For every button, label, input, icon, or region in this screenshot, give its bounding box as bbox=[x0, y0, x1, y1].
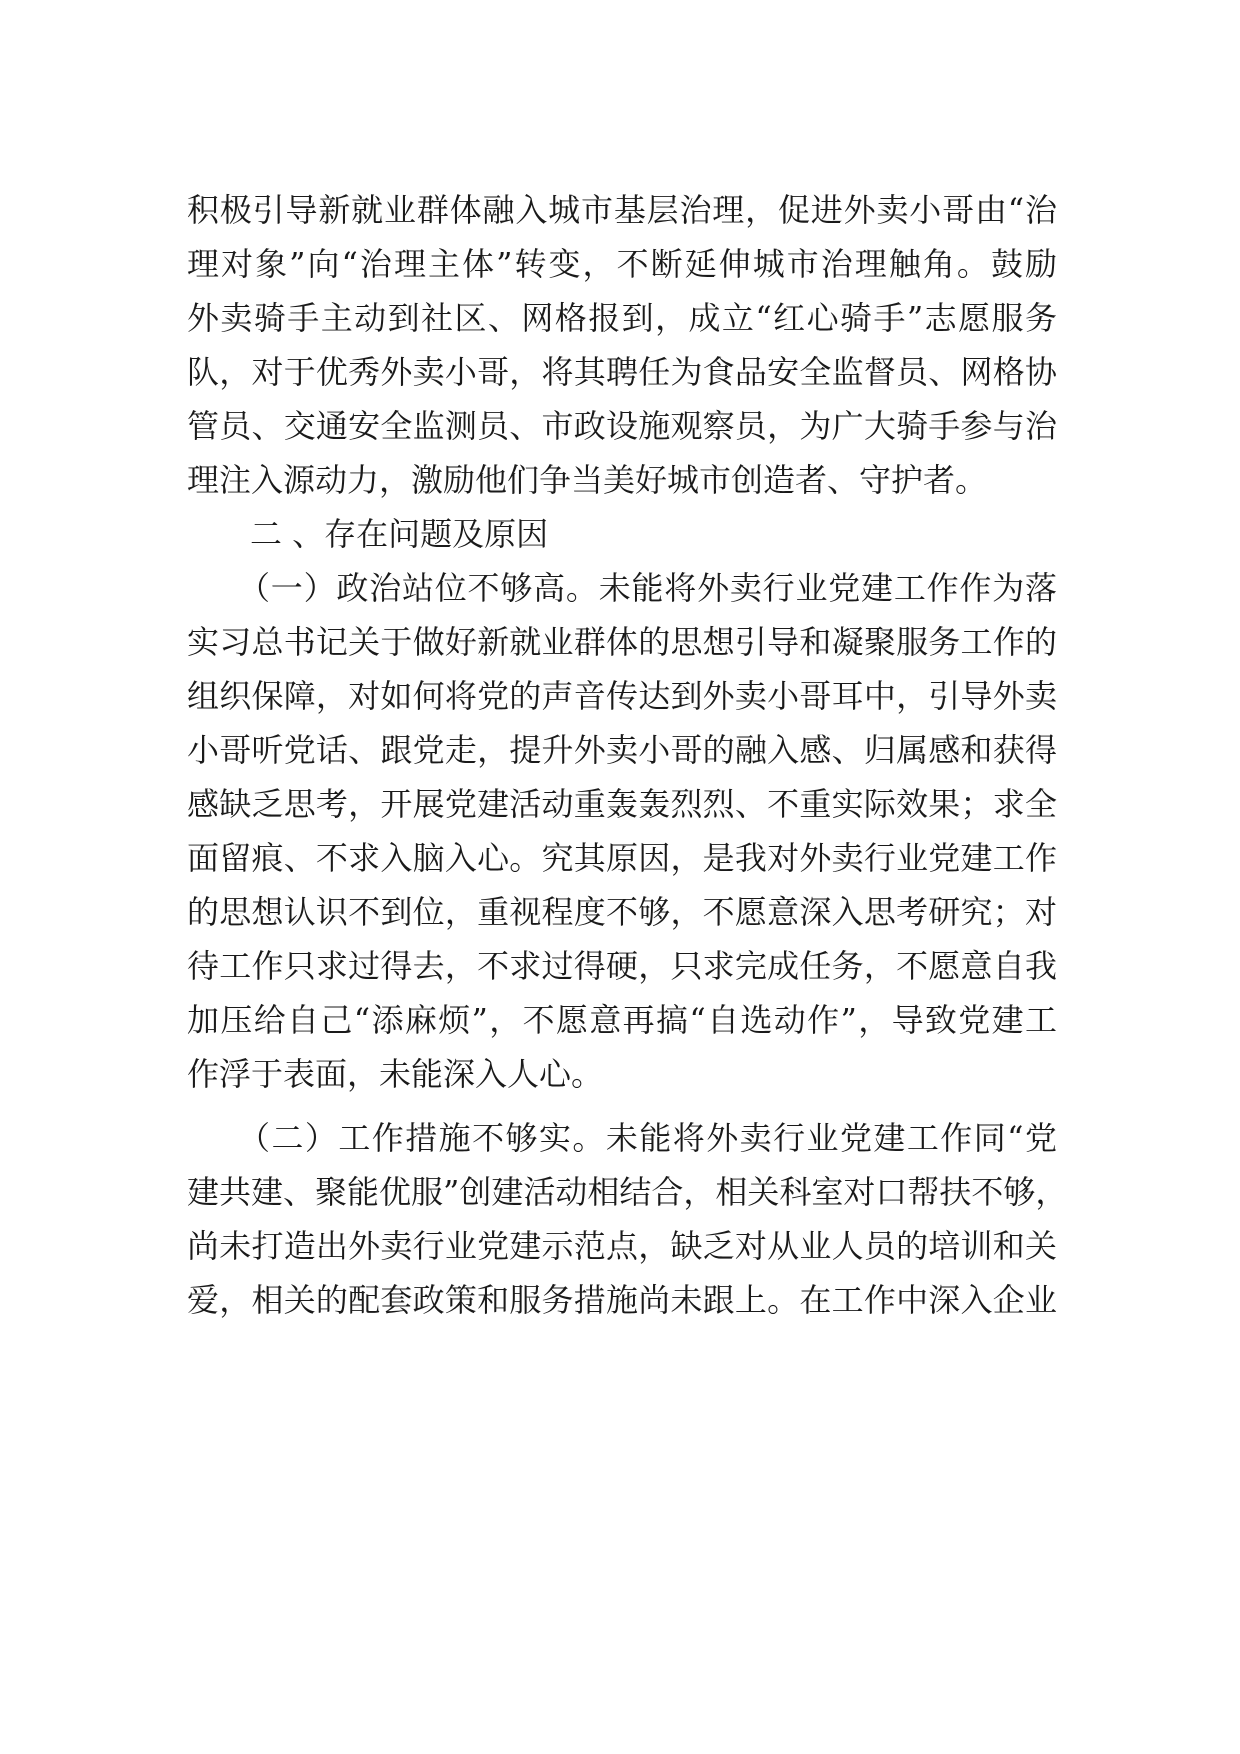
body-text-line: 理对象”向“治理主体”转变，不断延伸城市治理触角。鼓励 bbox=[187, 245, 1057, 283]
body-text-line: 实习总书记关于做好新就业群体的思想引导和凝聚服务工作的 bbox=[187, 623, 1057, 661]
body-text-line: 加压给自己“添麻烦”，不愿意再搞“自选动作”，导致党建工 bbox=[187, 1001, 1057, 1039]
body-text-line: 尚未打造出外卖行业党建示范点，缺乏对从业人员的培训和关 bbox=[187, 1227, 1057, 1265]
body-text-line: 外卖骑手主动到社区、网格报到，成立“红心骑手”志愿服务 bbox=[187, 299, 1057, 337]
body-text-line: 小哥听党话、跟党走，提升外卖小哥的融入感、归属感和获得 bbox=[187, 731, 1057, 769]
body-text-line: 理注入源动力，激励他们争当美好城市创造者、守护者。 bbox=[187, 461, 988, 499]
body-text-line: 爱，相关的配套政策和服务措施尚未跟上。在工作中深入企业 bbox=[187, 1281, 1057, 1319]
body-text-line: 的思想认识不到位，重视程度不够，不愿意深入思考研究；对 bbox=[187, 893, 1057, 931]
body-text-line: 组织保障，对如何将党的声音传达到外卖小哥耳中，引导外卖 bbox=[187, 677, 1057, 715]
body-text-line: 作浮于表面，未能深入人心。 bbox=[187, 1055, 604, 1093]
body-text-line: 感缺乏思考，开展党建活动重轰轰烈烈、不重实际效果；求全 bbox=[187, 785, 1057, 823]
body-text-line: 建共建、聚能优服”创建活动相结合，相关科室对口帮扶不够， bbox=[187, 1173, 1068, 1211]
body-text-line: 队，对于优秀外卖小哥，将其聘任为食品安全监督员、网格协 bbox=[187, 353, 1057, 391]
section-heading: 二 、存在问题及原因 bbox=[250, 515, 549, 553]
body-text-line: 管员、交通安全监测员、市政设施观察员，为广大骑手参与治 bbox=[187, 407, 1057, 445]
body-text-line: 积极引导新就业群体融入城市基层治理，促进外卖小哥由“治 bbox=[187, 191, 1057, 229]
body-text-line: 面留痕、不求入脑入心。究其原因，是我对外卖行业党建工作 bbox=[187, 839, 1057, 877]
paragraph-first-line: （一）政治站位不够高。未能将外卖行业党建工作作为落 bbox=[238, 569, 1057, 607]
body-text-line: 待工作只求过得去，不求过得硬，只求完成任务，不愿意自我 bbox=[187, 947, 1057, 985]
paragraph-first-line: （二）工作措施不够实。未能将外卖行业党建工作同“党 bbox=[238, 1119, 1057, 1157]
